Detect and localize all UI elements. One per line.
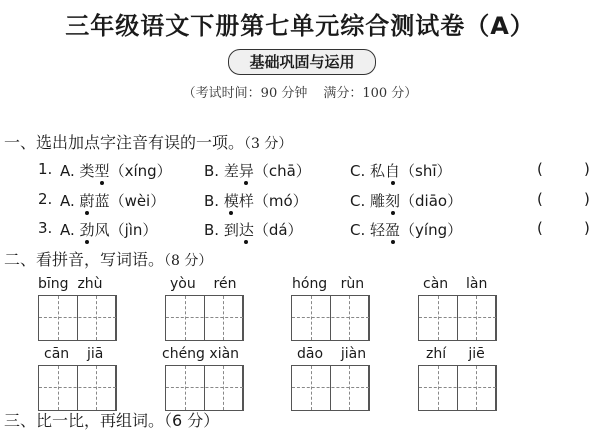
section-3-title: 三、比一比，再组词。	[4, 411, 165, 430]
answer-paren-right[interactable]: )	[584, 160, 590, 178]
question-row	[0, 219, 600, 243]
option-b: B. 模样（mó）	[204, 192, 308, 210]
writing-grid[interactable]	[165, 365, 244, 411]
answer-paren-right[interactable]: )	[584, 219, 590, 237]
section-3-points: （6 分）	[164, 411, 220, 430]
pinyin-label: dāo jiàn	[297, 346, 367, 362]
dotted-char: 达	[238, 221, 254, 239]
section-1-points: （3 分）	[244, 136, 293, 152]
dotted-char: 异	[238, 162, 254, 180]
answer-paren-left[interactable]: (	[537, 219, 543, 237]
section-1-title: 一、选出加点字注音有误的一项。	[4, 133, 245, 152]
section-2-points: （8 分）	[164, 253, 213, 269]
option-c: C. 轻盈（yíng）	[350, 221, 463, 239]
section-1-heading	[4, 130, 292, 153]
writing-grid[interactable]	[291, 295, 370, 341]
exam-info	[0, 82, 600, 101]
writing-grid[interactable]	[38, 365, 117, 411]
option-b: B. 到达（dá）	[204, 221, 303, 239]
section-2-title: 二、看拼音，写词语。	[4, 250, 165, 269]
writing-grid[interactable]	[165, 295, 244, 341]
dotted-char: 自	[385, 162, 401, 180]
dotted-char: 模	[223, 192, 239, 210]
pinyin-label: cān jiā	[44, 346, 104, 362]
exam-title: 三年级语文下册第七单元综合测试卷（A）	[65, 12, 535, 40]
option-c: C. 私自（shī）	[350, 162, 452, 180]
dotted-char: 型	[94, 162, 110, 180]
option-a: A. 类型（xíng）	[60, 162, 172, 180]
option-b: B. 差异（chā）	[204, 162, 311, 180]
pinyin-label: yòu rén	[170, 276, 237, 292]
writing-grid[interactable]	[291, 365, 370, 411]
pinyin-label: bīng zhù	[38, 276, 103, 292]
exam-score: 满分：100 分）	[323, 86, 418, 101]
exam-time: （考试时间：90 分钟	[182, 86, 308, 101]
question-row	[0, 160, 600, 184]
writing-grid[interactable]	[418, 295, 497, 341]
exam-subtitle: 基础巩固与运用	[228, 49, 376, 75]
question-number: 1.	[38, 160, 53, 178]
answer-paren-left[interactable]: (	[537, 160, 543, 178]
answer-paren-right[interactable]: )	[584, 190, 590, 208]
dotted-char: 刻	[385, 192, 401, 210]
question-row	[0, 190, 600, 214]
pinyin-label: càn làn	[423, 276, 488, 292]
pinyin-label: chéng xiàn	[162, 346, 240, 362]
question-number: 2.	[38, 190, 53, 208]
option-a: A. 蔚蓝（wèi）	[60, 192, 166, 210]
dotted-char: 盈	[385, 221, 401, 239]
question-number: 3.	[38, 219, 53, 237]
section-3-heading	[4, 408, 220, 430]
writing-grid[interactable]	[38, 295, 117, 341]
dotted-char: 劲	[79, 221, 95, 239]
dotted-char: 蔚	[79, 192, 95, 210]
pinyin-label: hóng rùn	[292, 276, 365, 292]
option-c: C. 雕刻（diāo）	[350, 192, 463, 210]
section-2-heading	[4, 247, 212, 270]
writing-grid[interactable]	[418, 365, 497, 411]
pinyin-label: zhí jiē	[426, 346, 485, 362]
answer-paren-left[interactable]: (	[537, 190, 543, 208]
option-a: A. 劲风（jìn）	[60, 221, 158, 239]
